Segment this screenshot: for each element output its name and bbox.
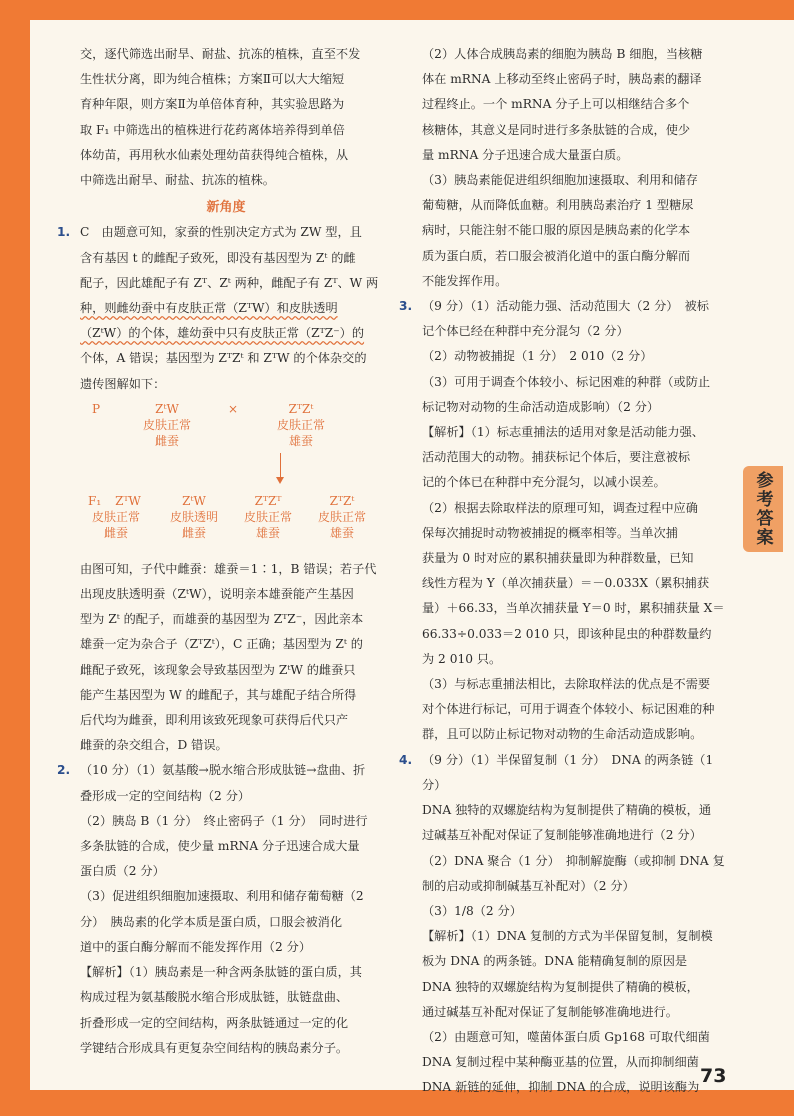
text-line: 学键结合形成具有更复杂空间结构的胰岛素分子。 xyxy=(80,1040,349,1055)
arrow-down-icon xyxy=(276,477,284,484)
left-color-bar xyxy=(0,0,30,1116)
text-line: （2）DNA 聚合（1 分） 抑制解旋酶（或抑制 DNA 复 xyxy=(422,853,725,868)
text-line: 病时，只能注射不能口服的原因是胰岛素的化学本 xyxy=(422,223,691,238)
text-line: 构成过程为氨基酸脱水缩合形成肽链，肽链盘曲、 xyxy=(80,990,349,1005)
parent-male xyxy=(266,401,336,449)
text-line: 体在 mRNA 上移动至终止密码子时，胰岛素的翻译 xyxy=(422,72,702,87)
text-line: （2）动物被捕捉（1 分） 2 010（2 分） xyxy=(422,349,653,364)
text-line: 过程终止。一个 mRNA 分子上可以相继结合多个 xyxy=(422,97,690,112)
sex: 雌蚕 xyxy=(154,433,179,448)
phenotype: 皮肤正常 xyxy=(91,509,140,524)
text-line: 量 mRNA 分子迅速合成大量蛋白质。 xyxy=(422,147,629,162)
text-line: 【解析】（1）胰岛素是一种含两条肽链的蛋白质，其 xyxy=(80,965,362,980)
side-tab-label: 参考答案 xyxy=(752,471,773,547)
text-line: 量）＋66.33，当单次捕获量 Y＝0 时，累积捕获量 X＝ xyxy=(422,601,725,616)
text-line: 由图可知，子代中雌蚕：雄蚕＝1∶1，B 错误；若子代 xyxy=(80,561,377,576)
text-line: 种，则雌幼蚕中有皮肤正常（ZᵀW）和皮肤透明 xyxy=(80,301,338,316)
text-line: 取 F₁ 中筛选出的植株进行花药离体培养得到单倍 xyxy=(80,122,345,137)
phenotype: 皮肤正常 xyxy=(142,417,191,432)
text-line: 雌蚕的杂交组合，D 错误。 xyxy=(80,738,228,753)
text-line: （2）胰岛 B（1 分） 终止密码子（1 分） 同时进行 xyxy=(80,813,368,828)
text-line: C 由题意可知，家蚕的性别决定方式为 ZW 型，且 xyxy=(80,225,362,240)
intro-paragraph xyxy=(60,42,392,193)
offspring-4 xyxy=(308,493,376,541)
text-line: 能产生基因型为 W 的雌配子，其与雄配子结合所得 xyxy=(80,687,357,702)
sex: 雌蚕 xyxy=(181,525,206,540)
text-line: 折叠形成一定的空间结构，两条肽链通过一定的化 xyxy=(80,1015,349,1030)
genetic-diagram xyxy=(80,397,392,557)
text-line: DNA 复制过程中某种酶亚基的位置，从而抑制细菌 xyxy=(422,1055,699,1070)
genotype: ZᵗW xyxy=(155,401,179,416)
section-title: 新角度 xyxy=(206,200,246,216)
text-line: （3）1/8（2 分） xyxy=(422,903,522,918)
question-number: 2. xyxy=(57,763,71,778)
text-line: 后代均为雌蚕，即利用该致死现象可获得后代只产 xyxy=(80,713,349,728)
text-line: 记的个体已在种群中充分混匀，以减小误差。 xyxy=(422,475,666,490)
text-line: 型为 Zᵗ 的配子，而雄蚕的基因型为 ZᵀZ⁻，因此亲本 xyxy=(80,612,364,627)
text-line: 获量为 0 时对应的累积捕获量即为种群数量，已知 xyxy=(422,551,694,566)
text-line: 叠形成一定的空间结构（2 分） xyxy=(80,788,251,803)
genotype: ZᵀZᵗ xyxy=(329,493,355,508)
text-line: 体幼苗，再用秋水仙素处理幼苗获得纯合植株，从 xyxy=(80,147,349,162)
text-line: 【解析】（1）DNA 复制的方式为半保留复制，复制模 xyxy=(422,929,713,944)
phenotype: 皮肤正常 xyxy=(317,509,366,524)
text-line: 质为蛋白质，若口服会被消化道中的蛋白酶分解而 xyxy=(422,248,691,263)
genotype: ZᵀW xyxy=(115,493,141,508)
text-line: 【解析】（1）标志重捕法的适用对象是活动能力强、 xyxy=(422,425,704,440)
offspring-1 xyxy=(82,493,150,541)
text-line: 活动范围大的动物。捕获标记个体后，要注意被标 xyxy=(422,450,691,465)
text-line: 道中的蛋白酶分解而不能发挥作用（2 分） xyxy=(80,939,312,954)
text-line: 对个体进行标记，可用于调查个体较小、标记困难的种 xyxy=(422,702,715,717)
text-line: 过碱基互补配对保证了复制能够准确地进行（2 分） xyxy=(422,828,702,843)
sex: 雄蚕 xyxy=(329,525,354,540)
text-line: 遗传图解如下： xyxy=(80,376,166,391)
text-line: （3）与标志重捕法相比，去除取样法的优点是不需要 xyxy=(422,677,711,692)
text-line: 为 2 010 只。 xyxy=(422,651,502,666)
sex: 雄蚕 xyxy=(288,433,313,448)
text-line: 多条肽链的合成，使少量 mRNA 分子迅速合成大量 xyxy=(80,839,360,854)
right-column xyxy=(399,42,735,1101)
text-line: 葡萄糖，从而降低血糖。利用胰岛素治疗 1 型糖尿 xyxy=(422,198,694,213)
text-line: 雌配子致死，该现象会导致基因型为 ZᵗW 的雌蚕只 xyxy=(80,662,356,677)
text-line: （2）根据去除取样法的原理可知，调查过程中应确 xyxy=(422,500,698,515)
top-color-bar xyxy=(0,0,794,20)
parent-female xyxy=(132,401,202,449)
text-line: 线性方程为 Y（单次捕获量）＝－0.033X（累积捕获 xyxy=(422,576,710,591)
text-line: （ZᵗW）的个体，雄幼蚕中只有皮肤正常（ZᵀZ⁻）的 xyxy=(80,326,365,341)
left-column xyxy=(57,42,392,1061)
text-line: 标记物对动物的生命活动造成影响）（2 分） xyxy=(422,399,660,414)
question-1 xyxy=(57,220,392,396)
text-line: 配子，因此雄配子有 Zᵀ、Zᵗ 两种，雌配子有 Zᵀ、W 两 xyxy=(80,275,379,290)
text-line: （9 分）（1）半保留复制（1 分） DNA 的两条链（1 分） xyxy=(422,752,714,792)
text-line: 含有基因 t 的雌配子致死，即没有基因型为 Zᵗ 的雌 xyxy=(80,250,356,265)
f1-label: F₁ xyxy=(88,493,102,508)
text-line: （3）可用于调查个体较小、标记困难的种群（或防止 xyxy=(422,374,711,389)
text-line: 不能发挥作用。 xyxy=(422,273,508,288)
offspring-2 xyxy=(160,493,228,541)
text-line: （9 分）（1）活动能力强、活动范围大（2 分） 被标 xyxy=(422,299,709,314)
sex: 雄蚕 xyxy=(255,525,280,540)
text-line: 制的启动或抑制碱基互补配对）（2 分） xyxy=(422,878,635,893)
text-line: 记个体已经在种群中充分混匀（2 分） xyxy=(422,324,629,339)
phenotype: 皮肤正常 xyxy=(243,509,292,524)
phenotype: 皮肤正常 xyxy=(276,417,325,432)
text-line: 分） 胰岛素的化学本质是蛋白质，口服会被消化 xyxy=(80,914,343,929)
text-line: （10 分）（1）氨基酸→脱水缩合形成肽链→盘曲、折 xyxy=(80,763,366,778)
phenotype: 皮肤透明 xyxy=(169,509,218,524)
text-line: DNA 独特的双螺旋结构为复制提供了精确的模板， xyxy=(422,979,699,994)
parent-label: P xyxy=(92,401,101,416)
text-line: DNA 独特的双螺旋结构为复制提供了精确的模板，通 xyxy=(422,803,712,818)
sex: 雌蚕 xyxy=(103,525,128,540)
text-line: 中筛选出耐旱、耐盐、抗冻的植株。 xyxy=(80,173,275,188)
text-line: 育种年限，则方案Ⅱ为单倍体育种，其实验思路为 xyxy=(80,97,345,112)
text-line: 交，逐代筛选出耐旱、耐盐、抗冻的植株，直至不发 xyxy=(80,47,361,61)
text-line: 出现皮肤透明蚕（ZᵗW），说明亲本雄蚕能产生基因 xyxy=(80,587,354,602)
question-number: 3. xyxy=(399,299,413,314)
text-line: 66.33÷0.033＝2 010 只，即该种昆虫的种群数量约 xyxy=(422,626,712,641)
question-1-conclusion xyxy=(60,557,392,759)
text-line: 群，且可以防止标记物对动物的生命活动造成影响。 xyxy=(422,727,703,742)
text-line: 保每次捕捉时动物被捕捉的概率相等。当单次捕 xyxy=(422,525,678,540)
text-line: 雄蚕一定为杂合子（ZᵀZᵗ），C 正确；基因型为 Zᵗ 的 xyxy=(80,637,363,652)
cross-symbol: × xyxy=(228,401,239,416)
question-4 xyxy=(399,748,735,1101)
question-3 xyxy=(399,294,735,748)
offspring-3 xyxy=(234,493,302,541)
question-number: 4. xyxy=(399,752,413,767)
text-line: 蛋白质（2 分） xyxy=(80,864,165,879)
text-line: 生性状分离，即为纯合植株；方案Ⅱ可以大大缩短 xyxy=(80,72,345,87)
text-line: 通过碱基互补配对保证了复制能够准确地进行。 xyxy=(422,1004,678,1019)
side-tab-answers xyxy=(743,466,783,552)
text-line: 板为 DNA 的两条链。DNA 能精确复制的原因是 xyxy=(422,954,688,969)
text-line: 核糖体，其意义是同时进行多条肽链的合成，使少 xyxy=(422,122,691,137)
genotype: ZᵀZᵀ xyxy=(254,493,282,508)
text-line: （2）人体合成胰岛素的细胞为胰岛 B 细胞，当核糖 xyxy=(422,47,703,61)
text-line: （3）胰岛素能促进组织细胞加速摄取、利用和储存 xyxy=(422,173,698,188)
question-2-continued xyxy=(402,42,735,294)
question-2 xyxy=(57,758,392,1060)
text-line: （3）促进组织细胞加速摄取、利用和储存葡萄糖（2 xyxy=(80,889,364,904)
question-number: 1. xyxy=(57,225,71,240)
genotype: ZᵗW xyxy=(182,493,206,508)
genotype: ZᵀZᵗ xyxy=(288,401,314,416)
page-number: 73 xyxy=(700,1065,727,1087)
text-line: DNA 新链的延伸，抑制 DNA 的合成，说明该酶为 xyxy=(422,1080,700,1095)
text-line: 个体，A 错误；基因型为 ZᵀZᵗ 和 ZᵀW 的个体杂交的 xyxy=(80,351,367,366)
text-line: （2）由题意可知，噬菌体蛋白质 Gp168 可取代细菌 xyxy=(422,1029,710,1044)
